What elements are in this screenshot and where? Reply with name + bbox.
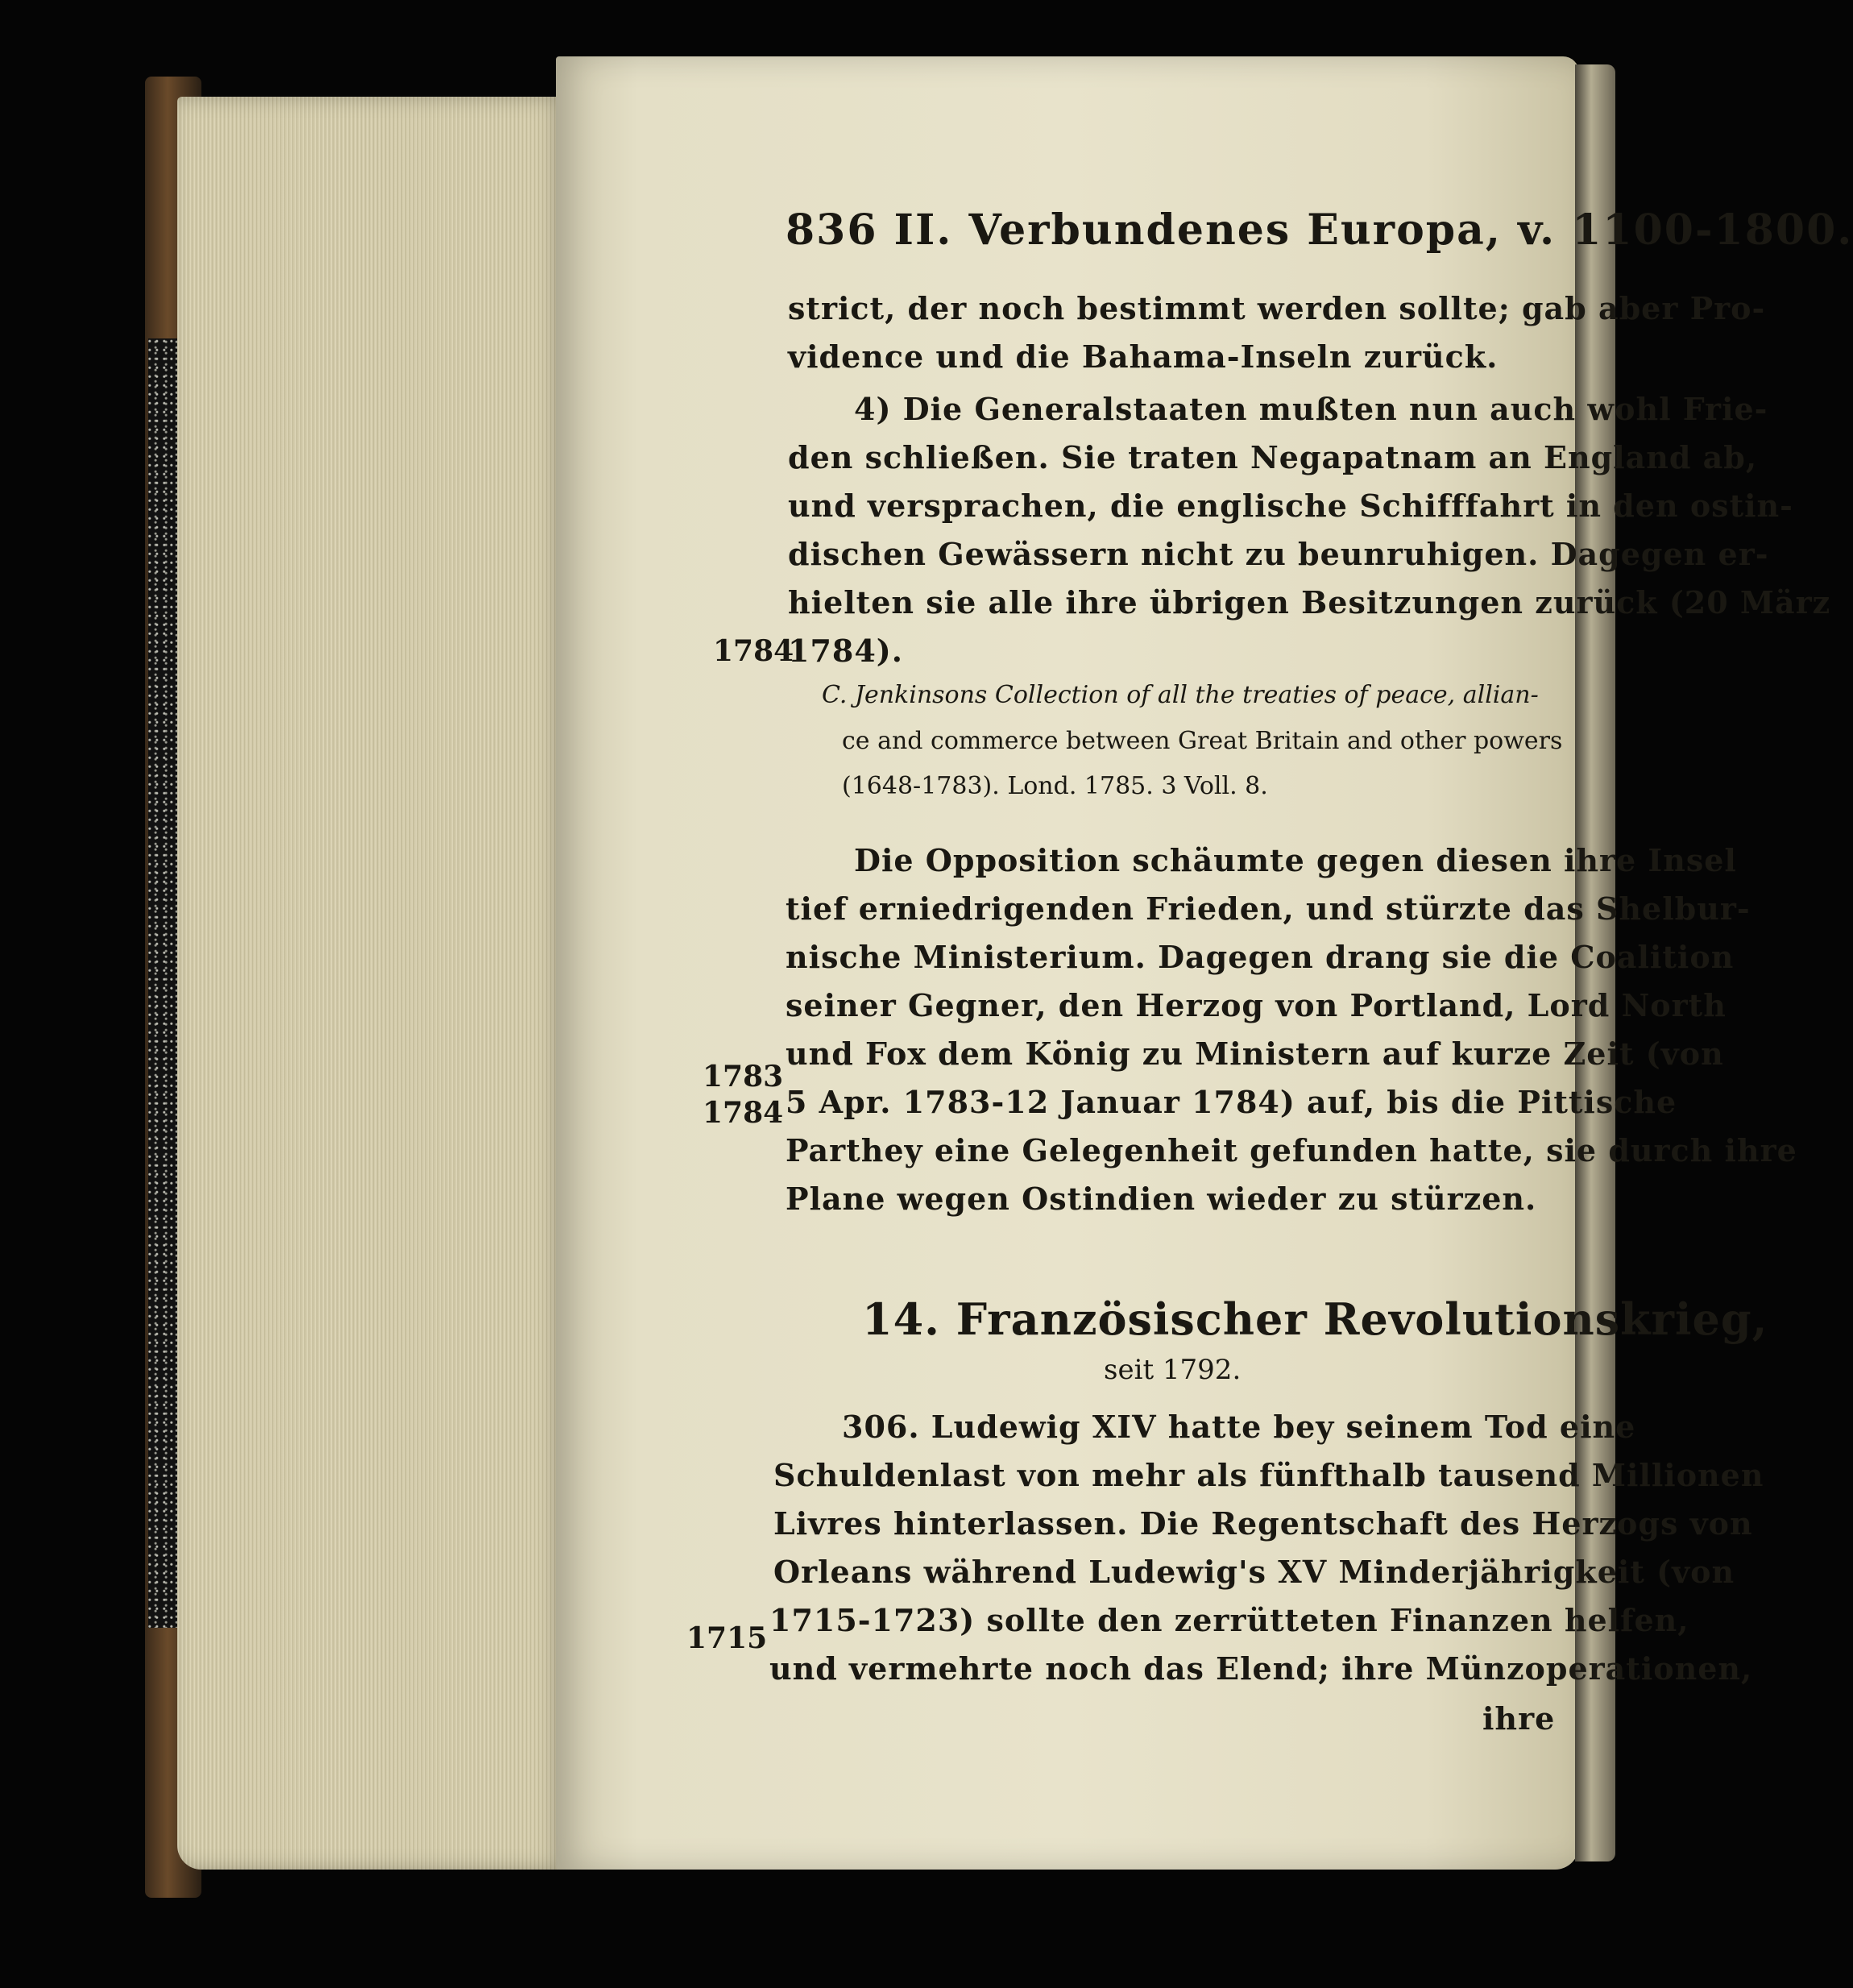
citation-line: (1648-1783). Lond. 1785. 3 Voll. 8. [842, 772, 1268, 800]
text-line: und Fox dem König zu Ministern auf kurze Zeit (von [786, 1036, 1724, 1072]
text-line: dischen Gewässern nicht zu beunruhigen. Dagegen er- [788, 536, 1769, 572]
text-line: 306. Ludewig XIV hatte bey seinem Tod eine [842, 1409, 1636, 1445]
margin-year: 1715 [686, 1621, 768, 1655]
text-line: 1784). [788, 633, 903, 669]
section-subtitle: seit 1792. [1104, 1354, 1242, 1386]
page-edges-left [177, 97, 564, 1870]
text-line: nische Ministerium. Dagegen drang sie die Coalition [786, 939, 1735, 975]
text-line: strict, der noch bestimmt werden sollte; gab aber Pro- [788, 290, 1766, 326]
margin-year: 1784 [703, 1096, 784, 1130]
text-line: Orleans während Ludewig's XV Minderjährigkeit (von [773, 1554, 1735, 1590]
margin-year: 1784 [713, 634, 794, 668]
section-title: 14. Französischer Revolutionskrieg, [862, 1293, 1768, 1345]
text-line: 4) Die Generalstaaten mußten nun auch wohl Frie- [854, 391, 1768, 427]
text-line: 1715-1723) sollte den zerrütteten Finanzen helfen, [769, 1602, 1689, 1638]
text-line: Parthey eine Gelegenheit gefunden hatte, sie durch ihre [786, 1132, 1797, 1168]
text-line: und vermehrte noch das Elend; ihre Münzoperationen, [769, 1650, 1753, 1687]
text-line: den schließen. Sie traten Negapatnam an England ab, [788, 439, 1758, 475]
citation-line: C. Jenkinsons Collection of all the treaties of peace, allian- [822, 681, 1539, 709]
text-line: und versprachen, die englische Schifffahrt in den ostin- [788, 488, 1793, 524]
text-line: tief erniedrigenden Frieden, und stürzte das Shelbur- [786, 890, 1751, 927]
catchword: ihre [1482, 1700, 1556, 1737]
text-line: hielten sie alle ihre übrigen Besitzungen zurück (20 März [788, 584, 1831, 620]
text-line: seiner Gegner, den Herzog von Portland, Lord North [786, 987, 1727, 1023]
page-header: 836 II. Verbundenes Europa, v. 1100-1800. [786, 205, 1853, 255]
margin-year: 1783 [703, 1060, 784, 1094]
text-line: vidence und die Bahama-Inseln zurück. [788, 338, 1499, 375]
text-line: Die Opposition schäumte gegen diesen ihre Insel [854, 842, 1737, 878]
text-line: Plane wegen Ostindien wieder zu stürzen. [786, 1181, 1537, 1217]
text-line: Schuldenlast von mehr als fünfthalb tausend Millionen [773, 1457, 1764, 1493]
text-line: Livres hinterlassen. Die Regentschaft des Herzogs von [773, 1505, 1753, 1542]
citation-line: ce and commerce between Great Britain and other powers [842, 727, 1563, 755]
text-line: 5 Apr. 1783-12 Januar 1784) auf, bis die Pittische [786, 1084, 1677, 1120]
